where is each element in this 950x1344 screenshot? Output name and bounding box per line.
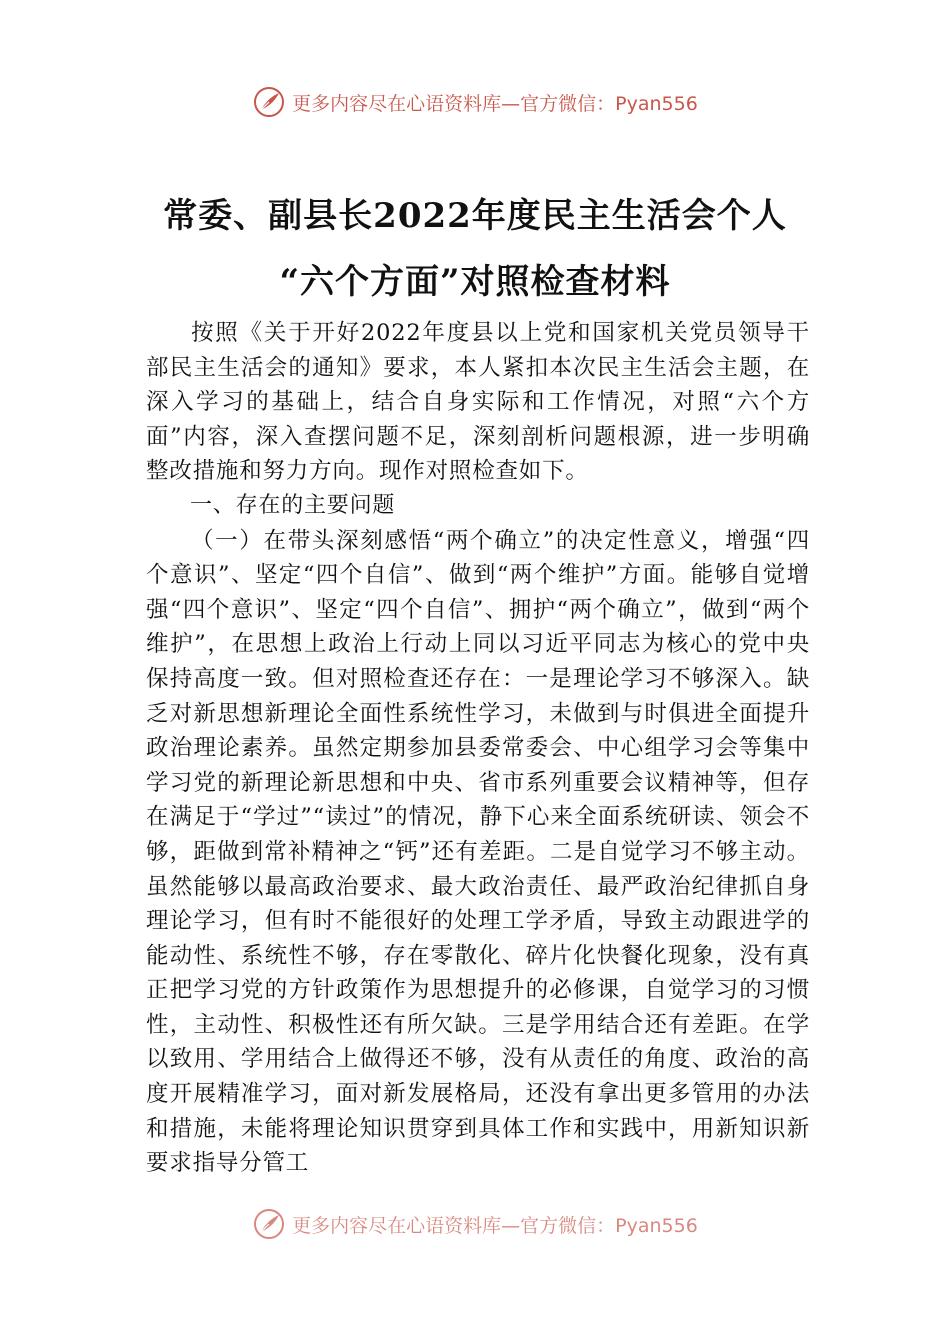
document-body	[146, 316, 810, 1181]
watermark-text: 更多内容尽在心语资料库—官方微信：Pyan556	[292, 92, 698, 115]
section1-item1-paragraph: （一）在带头深刻感悟“两个确立”的决定性意义，增强“四个意识”、坚定“四个自信”、做到“两个维护”方面。能够自觉增强“四个意识”、坚定“四个自信”、拥护“两个确立”，做到“两个维护”，在思想上政治上行动上同以习近平同志为核心的党中央保持高度一致。但对照检查还存在：一是理论学习不够深入。缺乏对新思想新理论全面性系统性学习，未做到与时俱进全面提升政治理论素养。虽然定期参加县委常委会、中心组学习会等集中学习党的新理论新思想和中央、省市系列重要会议精神等，但存在满足于“学过”“读过”的情况，静下心来全面系统研读、领会不够，距做到常补精神之“钙”还有差距。二是自觉学习不够主动。虽然能够以最高政治要求、最大政治责任、最严政治纪律抓自身理论学习，但有时不能很好的处理工学矛盾，导致主动跟进学的能动性、系统性不够，存在零散化、碎片化快餐化现象，没有真正把学习党的方针政策作为思想提升的必修课，自觉学习的习惯性，主动性、积极性还有所欠缺。三是学用结合还有差距。在学以致用、学用结合上做得还不够，没有从责任的角度、政治的高度开展精准学习，面对新发展格局，还没有拿出更多管用的办法和措施，未能将理论知识贯穿到具体工作和实践中，用新知识新要求指导分管工	[146, 527, 810, 1177]
feather-logo-icon	[252, 1207, 286, 1241]
document-title-line2: “六个方面”对照检查材料	[279, 262, 671, 302]
document-title-line1: 常委、副县长2022年度民主生活会个人	[163, 196, 787, 236]
feather-logo-icon	[252, 85, 286, 119]
watermark-header	[0, 84, 950, 120]
watermark-text: 更多内容尽在心语资料库—官方微信：Pyan556	[292, 1214, 698, 1237]
section1-heading: 一、存在的主要问题	[190, 492, 396, 518]
intro-paragraph: 按照《关于开好2022年度县以上党和国家机关党员领导干部民主生活会的通知》要求，本人紧扣本次民主生活会主题，在深入学习的基础上，结合自身实际和工作情况，对照“六个方面”内容，深入查摆问题不足，深刻剖析问题根源，进一步明确整改措施和努力方向。现作对照检查如下。	[146, 320, 810, 485]
watermark-footer	[0, 1206, 950, 1242]
